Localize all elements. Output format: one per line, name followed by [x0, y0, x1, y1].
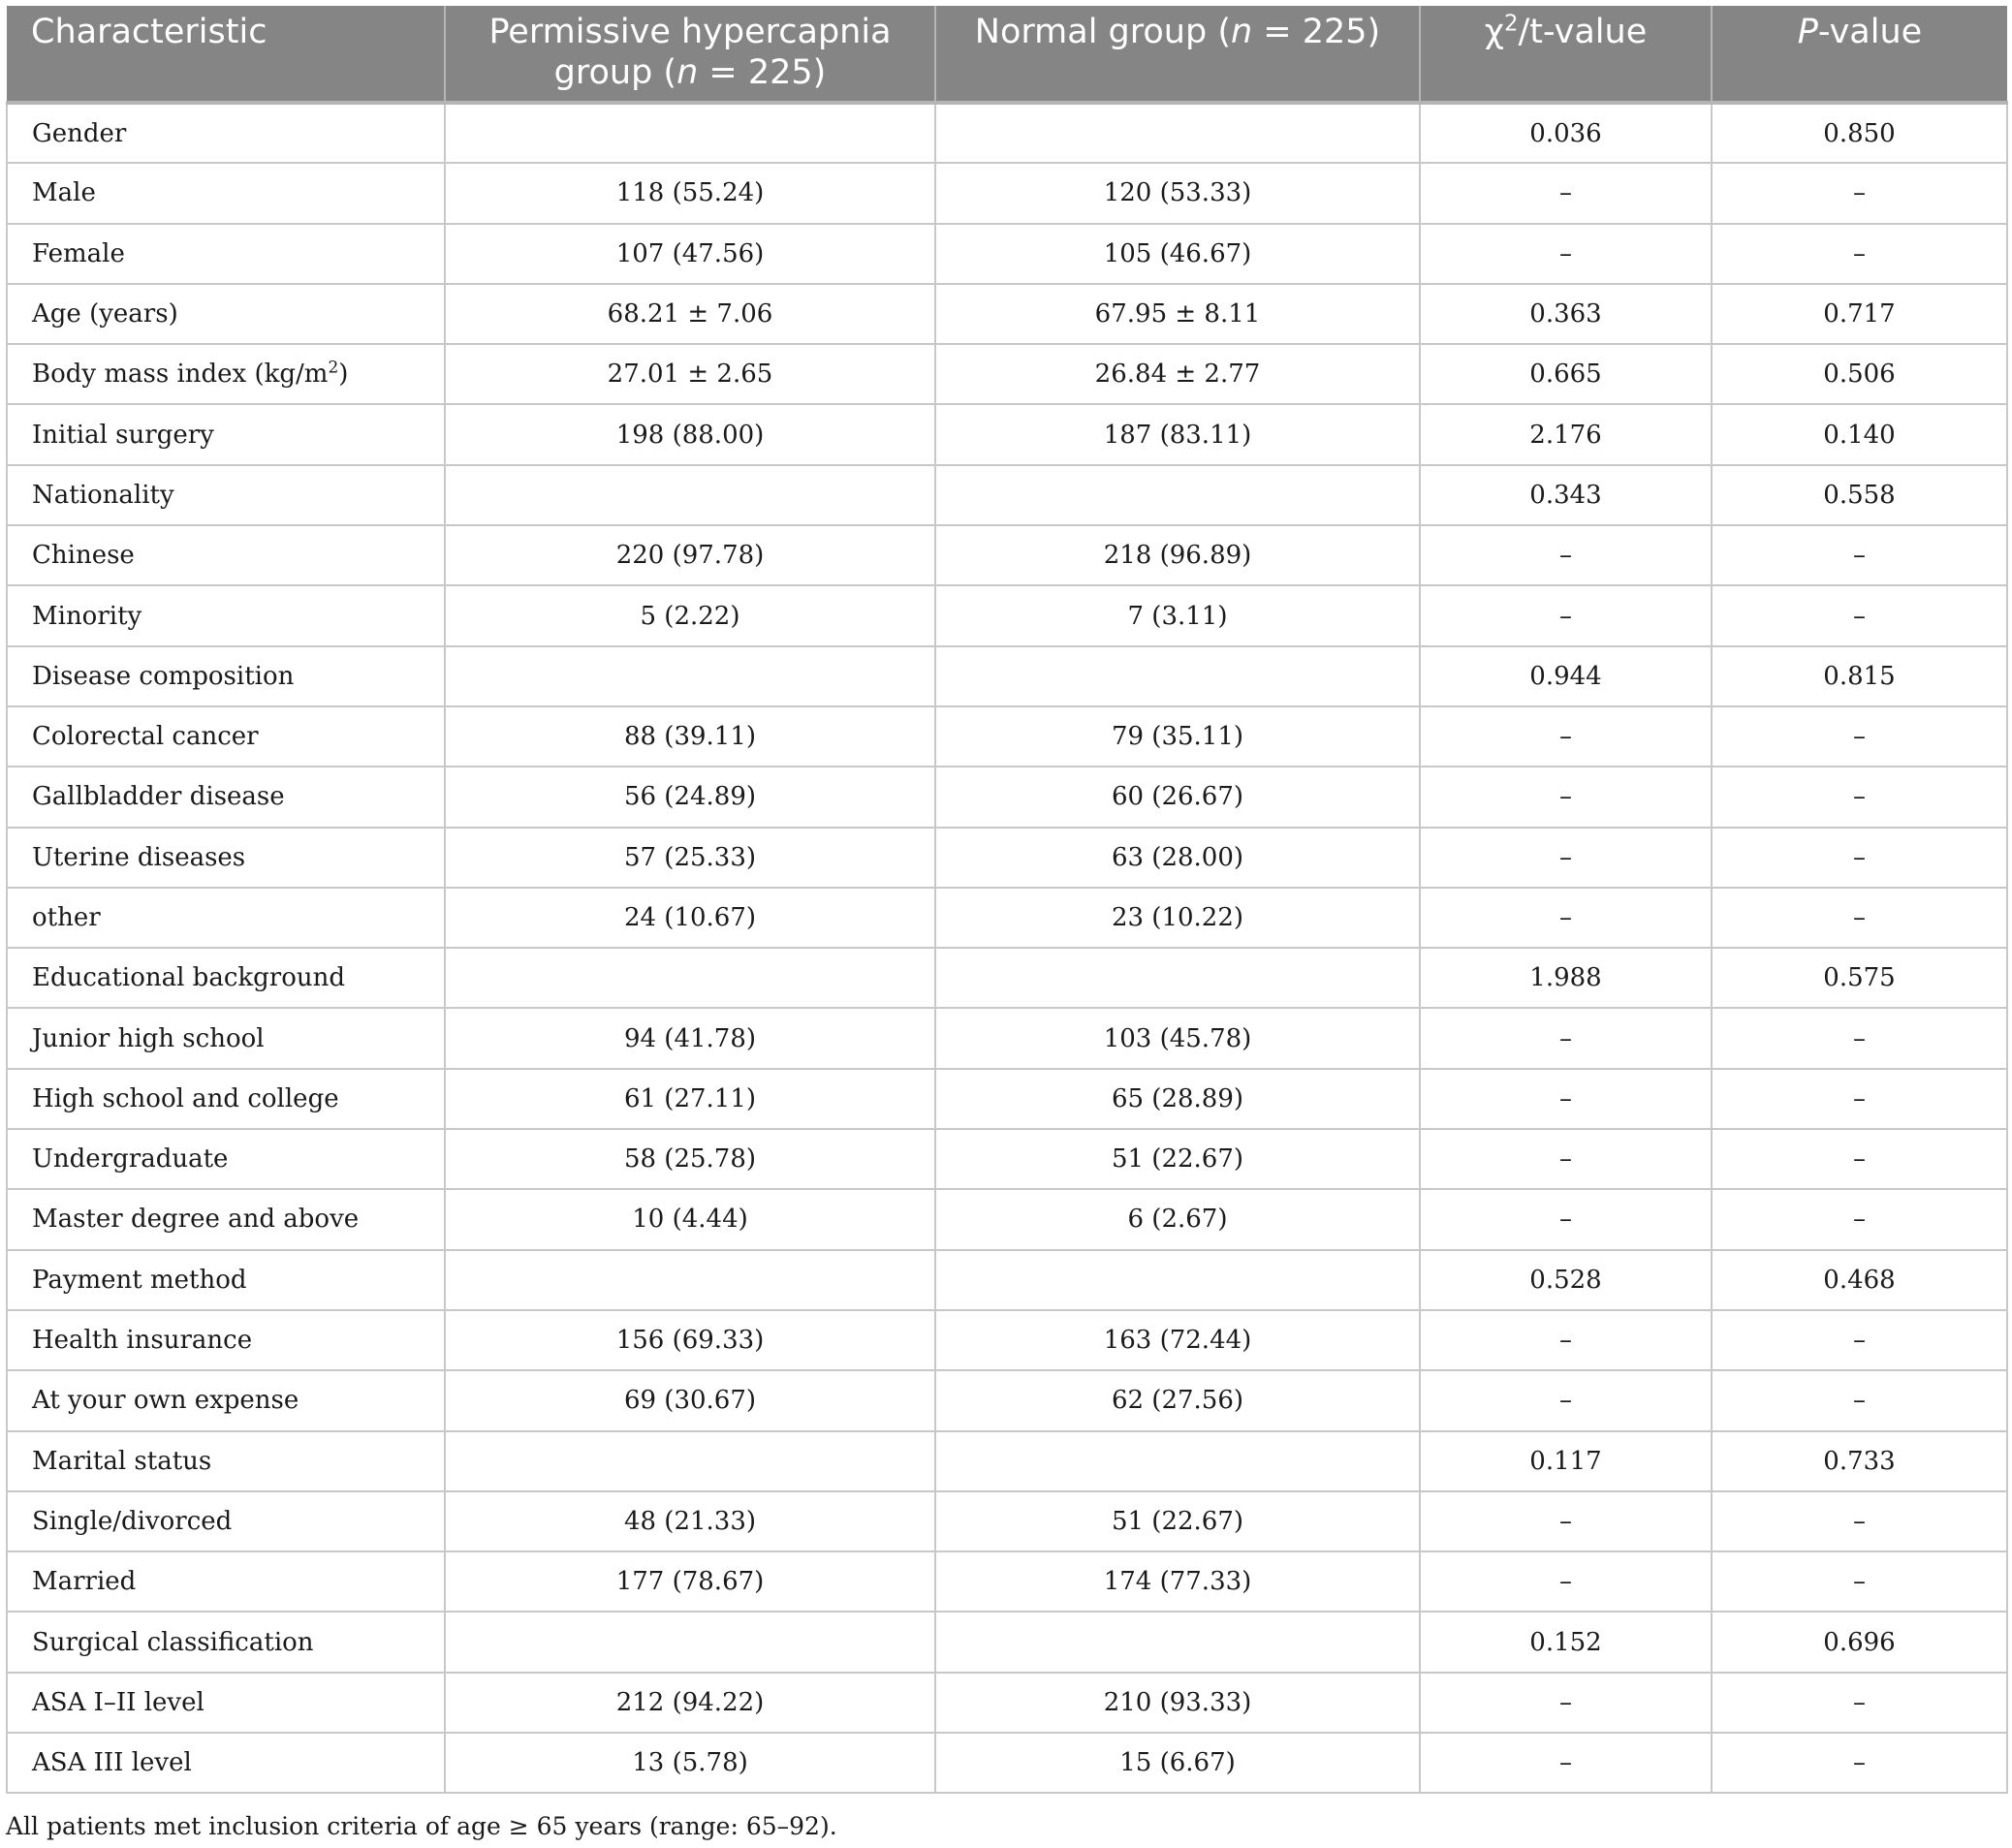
cell-p-value: –	[1712, 888, 2007, 948]
cell-p-value: –	[1712, 1733, 2007, 1793]
table-row	[7, 828, 2007, 888]
cell-p-value: –	[1712, 224, 2007, 284]
table-row	[7, 1612, 2007, 1672]
cell-characteristic: Payment method	[7, 1250, 445, 1310]
table-footnote: All patients met inclusion criteria of age ≥ 65 years (range: 65–92).	[6, 1812, 837, 1840]
cell-permissive-hypercapnia: 27.01 ± 2.65	[445, 344, 935, 404]
cell-permissive-hypercapnia	[445, 646, 935, 706]
table-row	[7, 103, 2007, 163]
cell-characteristic: Health insurance	[7, 1310, 445, 1370]
cell-normal-group: 163 (72.44)	[935, 1310, 1420, 1370]
cell-permissive-hypercapnia: 198 (88.00)	[445, 404, 935, 464]
cell-chi-square-t-value: 0.036	[1420, 103, 1712, 163]
cell-normal-group: 63 (28.00)	[935, 828, 1420, 888]
cell-permissive-hypercapnia: 68.21 ± 7.06	[445, 284, 935, 344]
cell-chi-square-t-value: 0.363	[1420, 284, 1712, 344]
cell-normal-group	[935, 646, 1420, 706]
cell-chi-square-t-value: –	[1420, 1370, 1712, 1430]
cell-chi-square-t-value: –	[1420, 1551, 1712, 1612]
table-body	[7, 103, 2007, 1793]
cell-p-value: 0.850	[1712, 103, 2007, 163]
cell-permissive-hypercapnia	[445, 465, 935, 525]
table-row	[7, 1129, 2007, 1189]
cell-chi-square-t-value: –	[1420, 1008, 1712, 1068]
table-row	[7, 1189, 2007, 1249]
table-row	[7, 284, 2007, 344]
table-row	[7, 1431, 2007, 1491]
cell-characteristic: Marital status	[7, 1431, 445, 1491]
table-row	[7, 1250, 2007, 1310]
cell-permissive-hypercapnia: 220 (97.78)	[445, 525, 935, 585]
cell-characteristic: Minority	[7, 585, 445, 645]
cell-characteristic: Colorectal cancer	[7, 706, 445, 767]
cell-characteristic: Female	[7, 224, 445, 284]
characteristics-table	[6, 6, 2008, 1794]
cell-normal-group	[935, 1250, 1420, 1310]
cell-normal-group: 120 (53.33)	[935, 163, 1420, 223]
cell-chi-square-t-value: 1.988	[1420, 948, 1712, 1008]
cell-p-value: 0.140	[1712, 404, 2007, 464]
cell-characteristic: ASA I–II level	[7, 1673, 445, 1733]
header-chi-square-t-value: $\chi^2/t$-value	[1420, 6, 1712, 103]
cell-permissive-hypercapnia: 10 (4.44)	[445, 1189, 935, 1249]
cell-chi-square-t-value: –	[1420, 525, 1712, 585]
cell-p-value: –	[1712, 525, 2007, 585]
cell-p-value: –	[1712, 1673, 2007, 1733]
table-row	[7, 465, 2007, 525]
characteristics-table-container	[6, 6, 2006, 1794]
cell-chi-square-t-value: –	[1420, 828, 1712, 888]
cell-characteristic: Chinese	[7, 525, 445, 585]
table-row	[7, 224, 2007, 284]
table-row	[7, 1673, 2007, 1733]
cell-characteristic: Educational background	[7, 948, 445, 1008]
cell-normal-group: 15 (6.67)	[935, 1733, 1420, 1793]
cell-normal-group: 79 (35.11)	[935, 706, 1420, 767]
cell-normal-group: 105 (46.67)	[935, 224, 1420, 284]
cell-characteristic: Uterine diseases	[7, 828, 445, 888]
cell-permissive-hypercapnia: 57 (25.33)	[445, 828, 935, 888]
cell-chi-square-t-value: –	[1420, 767, 1712, 827]
cell-normal-group: 6 (2.67)	[935, 1189, 1420, 1249]
cell-p-value: 0.815	[1712, 646, 2007, 706]
cell-characteristic: Gender	[7, 103, 445, 163]
cell-characteristic: Undergraduate	[7, 1129, 445, 1189]
table-row	[7, 1008, 2007, 1068]
cell-permissive-hypercapnia	[445, 103, 935, 163]
cell-permissive-hypercapnia: 56 (24.89)	[445, 767, 935, 827]
table-row	[7, 706, 2007, 767]
cell-chi-square-t-value: –	[1420, 1310, 1712, 1370]
cell-normal-group: 210 (93.33)	[935, 1673, 1420, 1733]
cell-p-value: 0.506	[1712, 344, 2007, 404]
cell-characteristic: Master degree and above	[7, 1189, 445, 1249]
table-row	[7, 1310, 2007, 1370]
cell-normal-group: 51 (22.67)	[935, 1491, 1420, 1551]
cell-permissive-hypercapnia: 5 (2.22)	[445, 585, 935, 645]
cell-chi-square-t-value: 0.528	[1420, 1250, 1712, 1310]
cell-p-value: 0.468	[1712, 1250, 2007, 1310]
cell-p-value: 0.558	[1712, 465, 2007, 525]
cell-permissive-hypercapnia: 118 (55.24)	[445, 163, 935, 223]
cell-chi-square-t-value: 0.665	[1420, 344, 1712, 404]
cell-chi-square-t-value: 2.176	[1420, 404, 1712, 464]
cell-p-value: –	[1712, 767, 2007, 827]
cell-p-value: –	[1712, 1069, 2007, 1129]
cell-normal-group: 62 (27.56)	[935, 1370, 1420, 1430]
cell-normal-group	[935, 1612, 1420, 1672]
table-row	[7, 1491, 2007, 1551]
cell-p-value: 0.717	[1712, 284, 2007, 344]
cell-characteristic: At your own expense	[7, 1370, 445, 1430]
cell-p-value: –	[1712, 706, 2007, 767]
cell-chi-square-t-value: –	[1420, 1129, 1712, 1189]
cell-p-value: –	[1712, 163, 2007, 223]
cell-p-value: 0.696	[1712, 1612, 2007, 1672]
table-row	[7, 1733, 2007, 1793]
cell-chi-square-t-value: –	[1420, 1733, 1712, 1793]
cell-normal-group	[935, 948, 1420, 1008]
table-row	[7, 344, 2007, 404]
table-row	[7, 525, 2007, 585]
cell-permissive-hypercapnia: 48 (21.33)	[445, 1491, 935, 1551]
header-characteristic: Characteristic	[7, 6, 445, 103]
cell-chi-square-t-value: 0.343	[1420, 465, 1712, 525]
table-row	[7, 1069, 2007, 1129]
cell-p-value: –	[1712, 828, 2007, 888]
cell-p-value: –	[1712, 1310, 2007, 1370]
table-row	[7, 404, 2007, 464]
table-row	[7, 767, 2007, 827]
cell-normal-group: 23 (10.22)	[935, 888, 1420, 948]
cell-permissive-hypercapnia: 94 (41.78)	[445, 1008, 935, 1068]
cell-permissive-hypercapnia: 156 (69.33)	[445, 1310, 935, 1370]
cell-p-value: –	[1712, 1129, 2007, 1189]
cell-chi-square-t-value: –	[1420, 1491, 1712, 1551]
table-row	[7, 1551, 2007, 1612]
cell-chi-square-t-value: 0.117	[1420, 1431, 1712, 1491]
cell-normal-group	[935, 1431, 1420, 1491]
cell-permissive-hypercapnia: 177 (78.67)	[445, 1551, 935, 1612]
cell-normal-group	[935, 103, 1420, 163]
table-row	[7, 163, 2007, 223]
cell-characteristic: Male	[7, 163, 445, 223]
cell-normal-group: 103 (45.78)	[935, 1008, 1420, 1068]
table-row	[7, 948, 2007, 1008]
cell-p-value: –	[1712, 1189, 2007, 1249]
cell-normal-group: 60 (26.67)	[935, 767, 1420, 827]
cell-chi-square-t-value: 0.152	[1420, 1612, 1712, 1672]
cell-p-value: –	[1712, 1551, 2007, 1612]
cell-characteristic: other	[7, 888, 445, 948]
cell-permissive-hypercapnia	[445, 1431, 935, 1491]
cell-permissive-hypercapnia: 13 (5.78)	[445, 1733, 935, 1793]
cell-p-value: –	[1712, 1370, 2007, 1430]
cell-characteristic: Body mass index $(kg/m^2)$	[7, 344, 445, 404]
header-p-value: P-value	[1712, 6, 2007, 103]
cell-chi-square-t-value: –	[1420, 1069, 1712, 1129]
cell-characteristic: Junior high school	[7, 1008, 445, 1068]
table-header	[7, 6, 2007, 103]
cell-chi-square-t-value: –	[1420, 706, 1712, 767]
cell-p-value: 0.733	[1712, 1431, 2007, 1491]
cell-permissive-hypercapnia	[445, 948, 935, 1008]
cell-chi-square-t-value: 0.944	[1420, 646, 1712, 706]
cell-normal-group: 51 (22.67)	[935, 1129, 1420, 1189]
cell-normal-group: 7 (3.11)	[935, 585, 1420, 645]
cell-p-value: –	[1712, 1008, 2007, 1068]
cell-chi-square-t-value: –	[1420, 163, 1712, 223]
cell-characteristic: Age (years)	[7, 284, 445, 344]
cell-chi-square-t-value: –	[1420, 888, 1712, 948]
cell-normal-group: 174 (77.33)	[935, 1551, 1420, 1612]
cell-normal-group: 218 (96.89)	[935, 525, 1420, 585]
cell-permissive-hypercapnia	[445, 1612, 935, 1672]
cell-chi-square-t-value: –	[1420, 585, 1712, 645]
cell-permissive-hypercapnia: 212 (94.22)	[445, 1673, 935, 1733]
header-normal-group: Normal group (n = 225)	[935, 6, 1420, 103]
cell-chi-square-t-value: –	[1420, 224, 1712, 284]
cell-permissive-hypercapnia: 88 (39.11)	[445, 706, 935, 767]
cell-characteristic: Nationality	[7, 465, 445, 525]
cell-characteristic: High school and college	[7, 1069, 445, 1129]
cell-normal-group: 26.84 ± 2.77	[935, 344, 1420, 404]
header-row	[7, 6, 2007, 103]
cell-characteristic: Married	[7, 1551, 445, 1612]
cell-characteristic: Initial surgery	[7, 404, 445, 464]
cell-permissive-hypercapnia	[445, 1250, 935, 1310]
cell-p-value: –	[1712, 1491, 2007, 1551]
cell-characteristic: Disease composition	[7, 646, 445, 706]
cell-permissive-hypercapnia: 61 (27.11)	[445, 1069, 935, 1129]
table-row	[7, 646, 2007, 706]
cell-normal-group	[935, 465, 1420, 525]
table-row	[7, 888, 2007, 948]
cell-permissive-hypercapnia: 24 (10.67)	[445, 888, 935, 948]
cell-normal-group: 67.95 ± 8.11	[935, 284, 1420, 344]
cell-characteristic: Gallbladder disease	[7, 767, 445, 827]
cell-characteristic: ASA III level	[7, 1733, 445, 1793]
cell-permissive-hypercapnia: 58 (25.78)	[445, 1129, 935, 1189]
cell-permissive-hypercapnia: 69 (30.67)	[445, 1370, 935, 1430]
table-row	[7, 1370, 2007, 1430]
cell-normal-group: 65 (28.89)	[935, 1069, 1420, 1129]
table-row	[7, 585, 2007, 645]
cell-p-value: –	[1712, 585, 2007, 645]
cell-characteristic: Single/divorced	[7, 1491, 445, 1551]
cell-p-value: 0.575	[1712, 948, 2007, 1008]
cell-chi-square-t-value: –	[1420, 1189, 1712, 1249]
cell-permissive-hypercapnia: 107 (47.56)	[445, 224, 935, 284]
header-permissive-hypercapnia-group: Permissive hypercapnia group (n = 225)	[445, 6, 935, 103]
cell-chi-square-t-value: –	[1420, 1673, 1712, 1733]
cell-characteristic: Surgical classification	[7, 1612, 445, 1672]
cell-normal-group: 187 (83.11)	[935, 404, 1420, 464]
